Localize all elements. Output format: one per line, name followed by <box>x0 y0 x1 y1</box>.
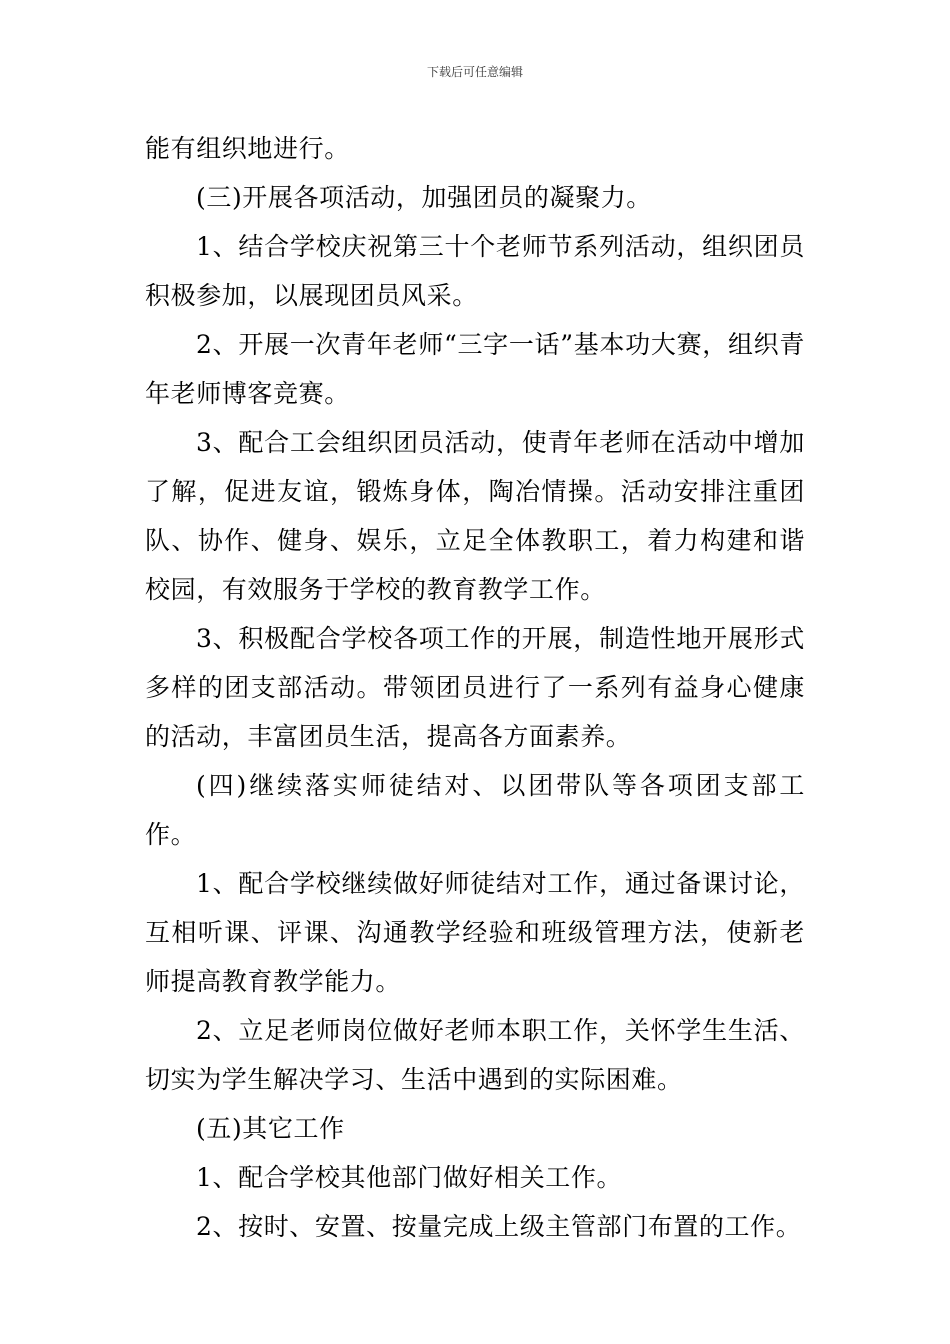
paragraph-5-1: 1、配合学校其他部门做好相关工作。 <box>196 1163 623 1192</box>
paragraph-4-2: 2、立足老师岗位做好老师本职工作，关怀学生生活、切实为学生解决学习、生活中遇到的实际困难。 <box>145 1016 805 1094</box>
paragraph-3-3a: 3、配合工会组织团员活动，使青年老师在活动中增加了解，促进友谊，锻炼身体，陶冶情操。活动安排注重团队、协作、健身、娱乐，立足全体教职工，着力构建和谐校园，有效服务于学校的教育教学工作。 <box>145 428 805 604</box>
page-header: 下载后可任意编辑 <box>426 65 523 79</box>
paragraph-3-2: 2、开展一次青年老师“三字一话”基本功大赛，组织青年老师博客竞赛。 <box>145 330 805 408</box>
section-heading-4: (四)继续落实师徒结对、以团带队等各项团支部工作。 <box>145 771 805 849</box>
document-body <box>145 124 805 1251</box>
paragraph-4-1: 1、配合学校继续做好师徒结对工作，通过备课讨论，互相听课、评课、沟通教学经验和班级管理方法，使新老师提高教育教学能力。 <box>145 869 805 996</box>
paragraph-3-1: 1、结合学校庆祝第三十个老师节系列活动，组织团员积极参加，以展现团员风采。 <box>145 232 805 310</box>
section-heading-5: (五)其它工作 <box>196 1114 345 1143</box>
paragraph-1: 能有组织地进行。 <box>145 134 350 163</box>
section-heading-3: (三)开展各项活动，加强团员的凝聚力。 <box>196 183 652 212</box>
paragraph-5-2: 2、按时、安置、按量完成上级主管部门布置的工作。 <box>196 1212 802 1241</box>
paragraph-3-3b: 3、积极配合学校各项工作的开展，制造性地开展形式多样的团支部活动。带领团员进行了一系列有益身心健康的活动，丰富团员生活，提高各方面素养。 <box>145 624 805 751</box>
